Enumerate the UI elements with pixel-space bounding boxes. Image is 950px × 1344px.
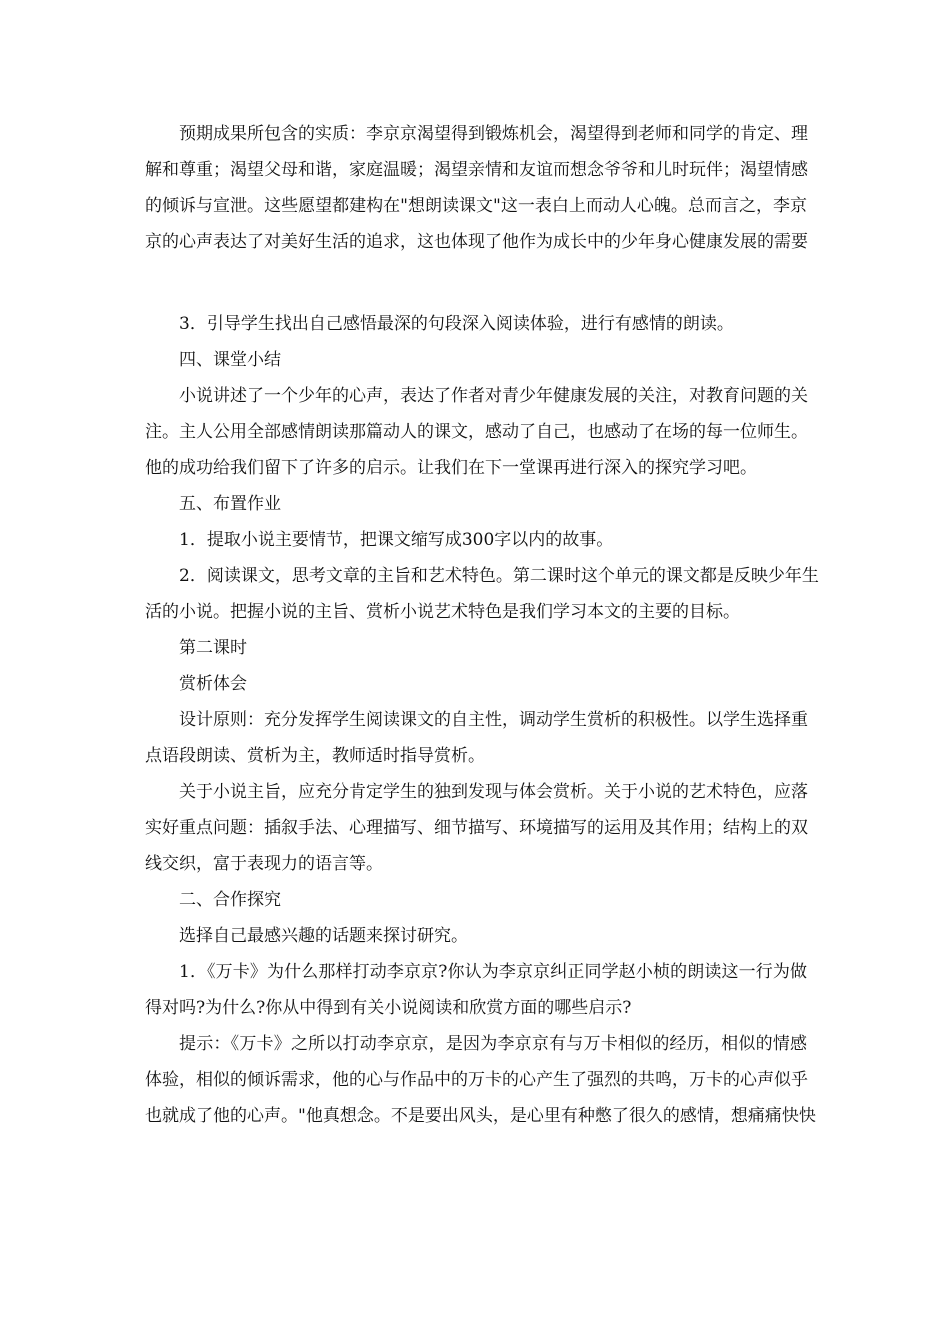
text-line: 1．《万卡》为什么那样打动李京京?你认为李京京纠正同学赵小桢的朗读这一行为做 (179, 962, 807, 982)
text-line: 3．引导学生找出自己感悟最深的句段深入阅读体验，进行有感情的朗读。 (179, 314, 734, 334)
text-line: 提示：《万卡》之所以打动李京京，是因为李京京有与万卡相似的经历，相似的情感 (179, 1034, 807, 1054)
text-line: 实好重点问题：插叙手法、心理描写、细节描写、环境描写的运用及其作用；结构上的双 (145, 818, 808, 838)
text-line: 关于小说主旨，应充分肯定学生的独到发现与体会赏析。关于小说的艺术特色，应落 (179, 782, 808, 802)
text-line: 的倾诉与宣泄。这些愿望都建构在"想朗读课文"这一表白上而动人心魄。总而言之，李京 (145, 196, 807, 216)
text-line: 解和尊重；渴望父母和谐，家庭温暖；渴望亲情和友谊而想念爷爷和儿时玩伴；渴望情感 (145, 160, 808, 180)
text-line: 得对吗?为什么?你从中得到有关小说阅读和欣赏方面的哪些启示? (145, 998, 632, 1018)
text-line: 1．提取小说主要情节，把课文缩写成300字以内的故事。 (179, 530, 614, 550)
text-line: 二、合作探究 (179, 890, 281, 910)
text-line: 小说讲述了一个少年的心声，表达了作者对青少年健康发展的关注，对教育问题的关 (179, 386, 808, 406)
text-line: 2．阅读课文，思考文章的主旨和艺术特色。第二课时这个单元的课文都是反映少年生 (179, 566, 819, 586)
text-line: 活的小说。把握小说的主旨、赏析小说艺术特色是我们学习本文的主要的目标。 (145, 602, 740, 622)
text-line: 赏析体会 (179, 674, 247, 694)
text-line: 也就成了他的心声。"他真想念。不是要出风头，是心里有种憋了很久的感情，想痛痛快快 (145, 1106, 816, 1126)
text-line: 四、课堂小结 (179, 350, 281, 370)
text-line: 注。主人公用全部感情朗读那篇动人的课文，感动了自己，也感动了在场的每一位师生。 (145, 422, 808, 442)
text-line: 第二课时 (179, 638, 247, 658)
text-line: 他的成功给我们留下了许多的启示。让我们在下一堂课再进行深入的探究学习吧。 (145, 458, 757, 478)
text-line: 体验，相似的倾诉需求，他的心与作品中的万卡的心产生了强烈的共鸣，万卡的心声似乎 (145, 1070, 808, 1090)
text-line: 选择自己最感兴趣的话题来探讨研究。 (179, 926, 468, 946)
text-line: 五、布置作业 (179, 494, 281, 514)
text-line: 预期成果所包含的实质：李京京渴望得到锻炼机会，渴望得到老师和同学的肯定、理 (179, 124, 808, 144)
text-line: 点语段朗读、赏析为主，教师适时指导赏析。 (145, 746, 485, 766)
text-line: 京的心声表达了对美好生活的追求，这也体现了他作为成长中的少年身心健康发展的需要 (145, 232, 808, 252)
text-line: 设计原则：充分发挥学生阅读课文的自主性，调动学生赏析的积极性。以学生选择重 (179, 710, 808, 730)
text-line: 线交织，富于表现力的语言等。 (145, 854, 383, 874)
